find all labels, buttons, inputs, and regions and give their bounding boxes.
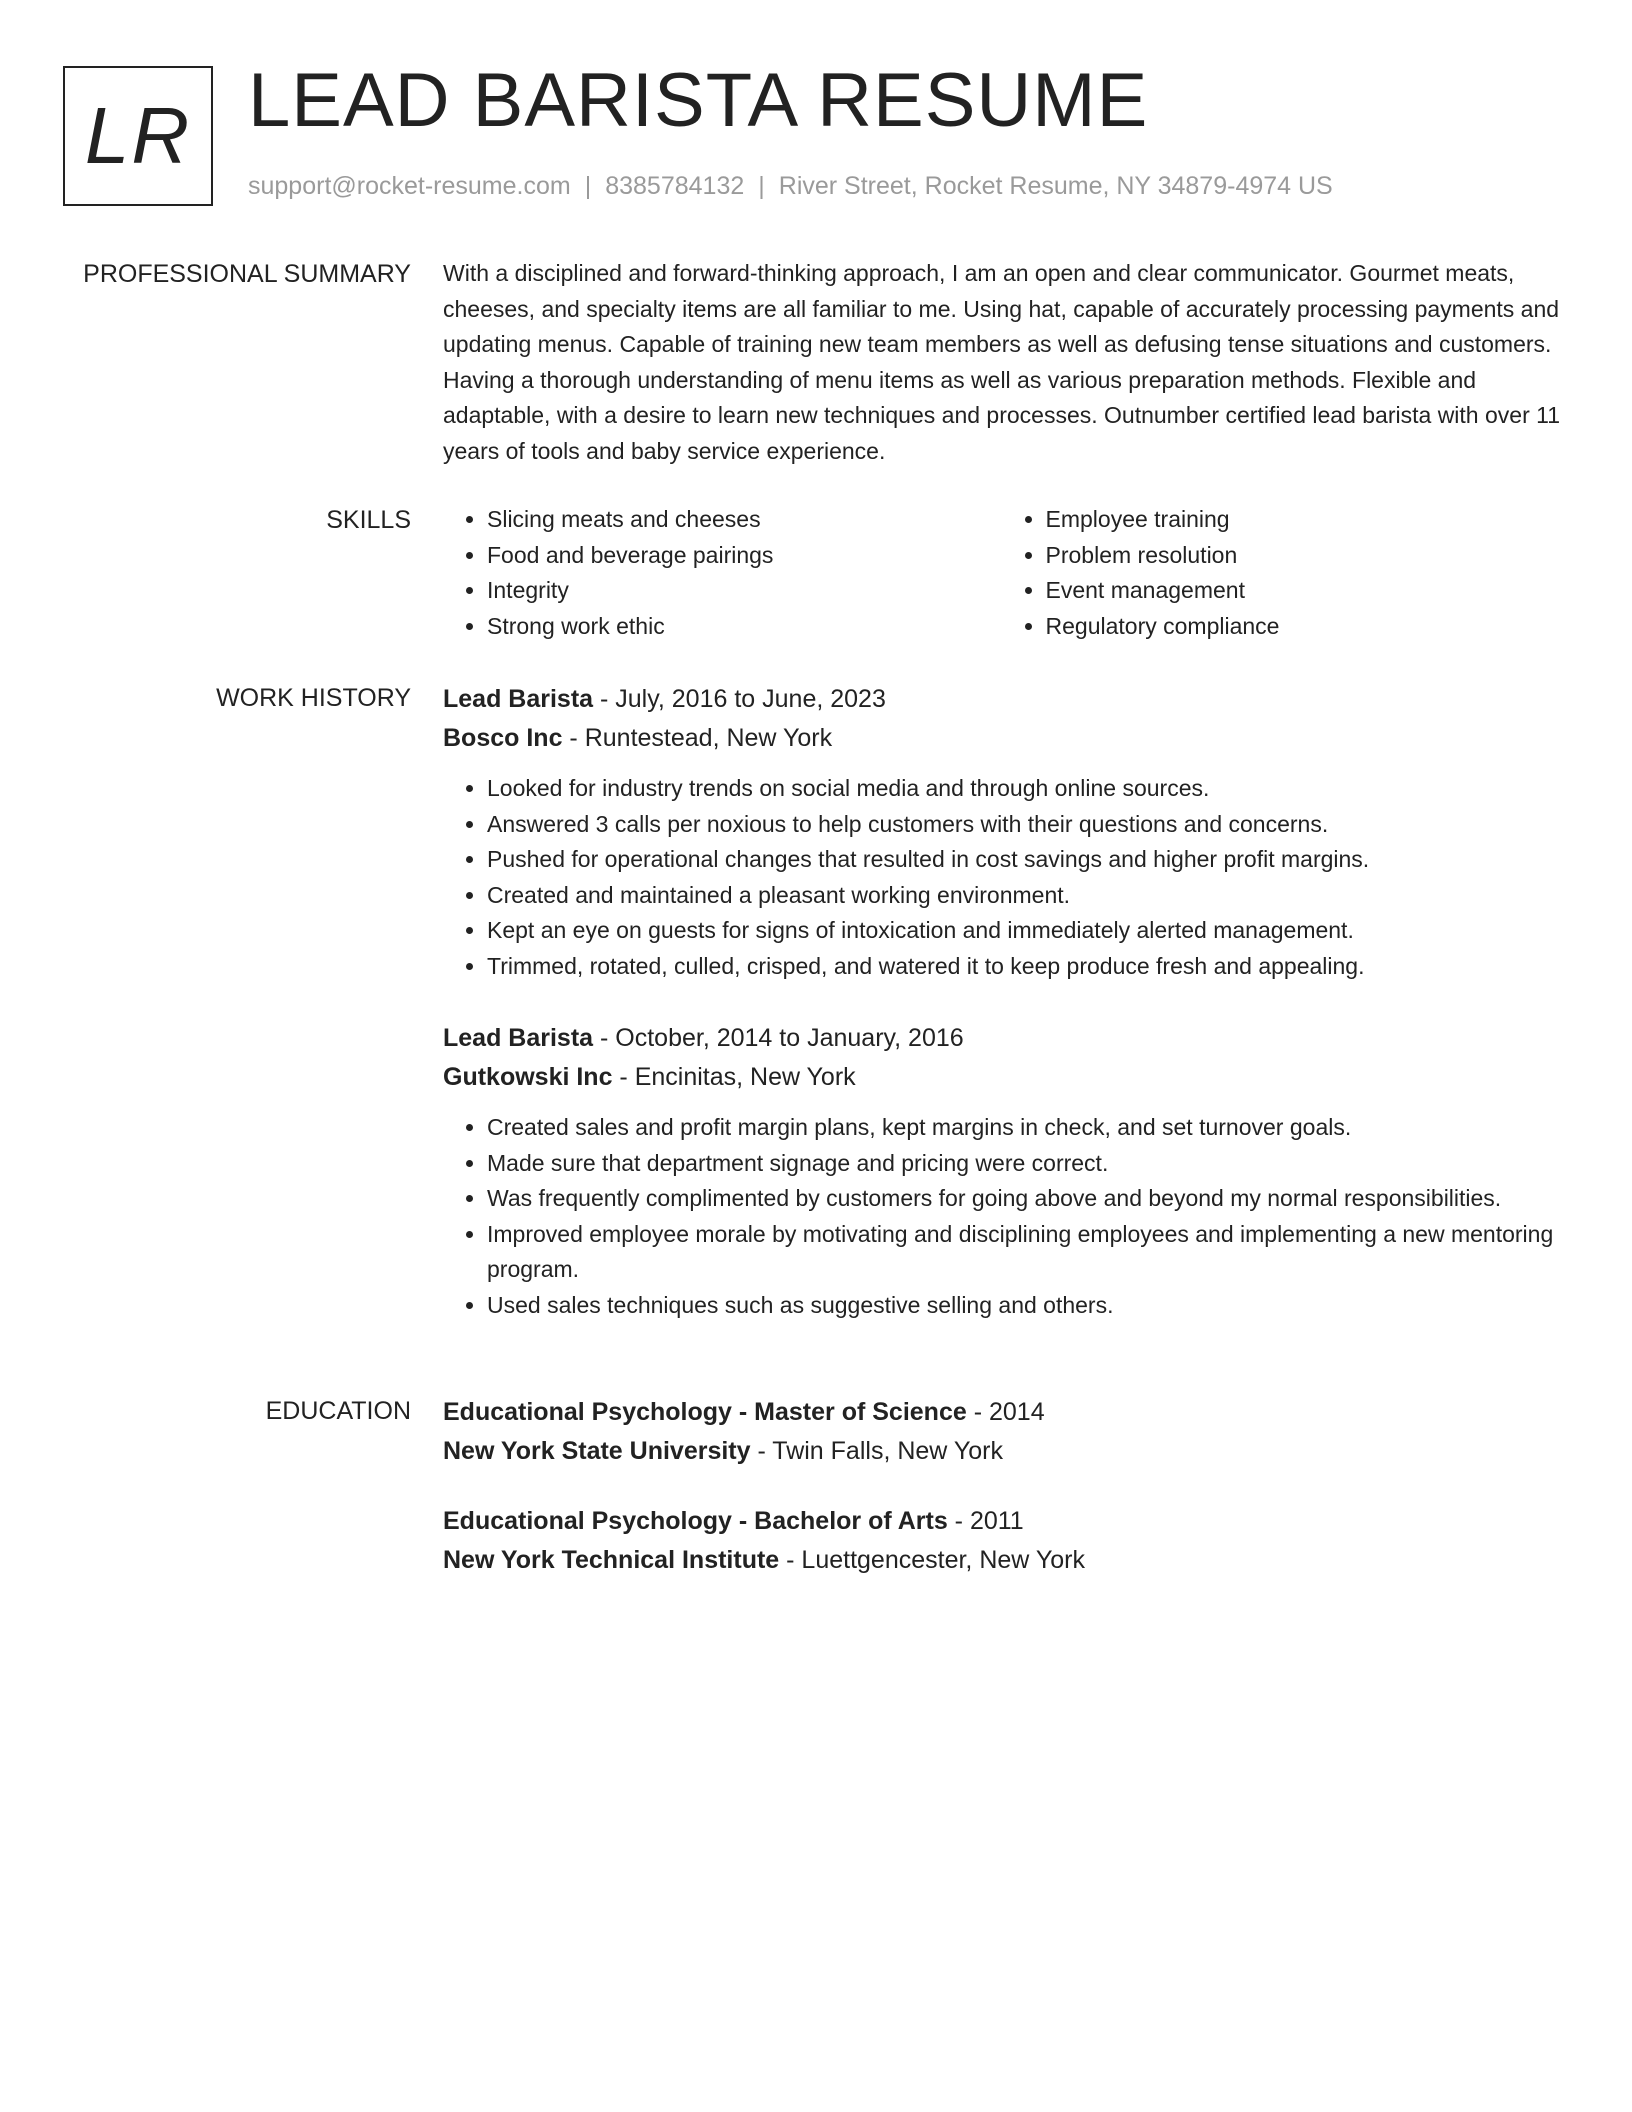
skill-item: • Event management [1046, 573, 1561, 609]
skills-list [443, 502, 1560, 644]
education-entry [443, 1393, 1560, 1471]
job-duty: • Made sure that department signage and pricing were correct. [487, 1146, 1560, 1182]
skills-column-right [1002, 502, 1561, 644]
job-entry [443, 1019, 1560, 1324]
education-school-line [443, 1541, 1560, 1580]
skill-item: • Slicing meats and cheeses [487, 502, 1002, 538]
job-title-line [443, 1019, 1560, 1058]
contact-phone[interactable]: 8385784132 [605, 172, 745, 200]
job-duties [443, 1110, 1560, 1324]
education-degree-line [443, 1393, 1560, 1432]
job-title: Lead Barista [443, 685, 594, 713]
education-year: - 2014 [966, 1398, 1045, 1426]
summary-text: With a disciplined and forward-thinking approach, I am an open and clear communicator. Gourmet meats, cheeses, and specialty items are all familiar to me. Using hat, capable of accurately processing payments and updating menus. Capable of training new team members as well as defusing tense situations and customers. Having a thorough understanding of menu items as well as various preparation methods. Flexible and adaptable, with a desire to learn new techniques and processes. Outnumber certified lead barista with over 11 years of tools and baby service experience. [443, 260, 1560, 464]
job-duty: • Used sales techniques such as suggestive selling and others. [487, 1288, 1560, 1324]
skill-item: • Strong work ethic [487, 609, 1002, 645]
contact-separator: | [584, 172, 592, 200]
summary-label: PROFESSIONAL SUMMARY [83, 260, 411, 288]
skill-item: • Employee training [1046, 502, 1561, 538]
job-duty: • Improved employee morale by motivating and disciplining employees and implementing a new mentoring program. [487, 1217, 1560, 1288]
job-title-line [443, 680, 1560, 719]
education-label: EDUCATION [265, 1397, 411, 1425]
skills-column-left [443, 502, 1002, 644]
job-duty: • Answered 3 calls per noxious to help customers with their questions and concerns. [487, 807, 1560, 843]
job-title: Lead Barista [443, 1024, 594, 1052]
education-degree: Educational Psychology - Master of Science [443, 1398, 967, 1426]
skills-label: SKILLS [326, 506, 411, 534]
skill-item: • Problem resolution [1046, 538, 1561, 574]
resume-title: LEAD BARISTA RESUME [248, 58, 1149, 143]
education-degree-line [443, 1502, 1560, 1541]
job-company-line [443, 1058, 1560, 1097]
job-duty: • Created and maintained a pleasant working environment. [487, 878, 1560, 914]
job-duties [443, 771, 1560, 985]
job-duty: • Kept an eye on guests for signs of intoxication and immediately alerted management. [487, 913, 1560, 949]
job-company-line [443, 719, 1560, 758]
job-duty: • Pushed for operational changes that resulted in cost savings and higher profit margins. [487, 842, 1560, 878]
job-entry [443, 680, 1560, 985]
summary-body [443, 256, 1560, 470]
skill-item: • Food and beverage pairings [487, 538, 1002, 574]
job-dates: - July, 2016 to June, 2023 [593, 685, 886, 713]
job-duty: • Trimmed, rotated, culled, crisped, and watered it to keep produce fresh and appealing. [487, 949, 1560, 985]
job-company: Gutkowski Inc [443, 1063, 613, 1091]
job-duty: • Looked for industry trends on social media and through online sources. [487, 771, 1560, 807]
skill-item: • Regulatory compliance [1046, 609, 1561, 645]
contact-line [248, 172, 1333, 201]
job-duty: • Was frequently complimented by customers for going above and beyond my normal responsibilities. [487, 1181, 1560, 1217]
education-degree: Educational Psychology - Bachelor of Arts [443, 1507, 948, 1535]
education-school: New York State University [443, 1437, 751, 1465]
job-duty: • Created sales and profit margin plans, kept margins in check, and set turnover goals. [487, 1110, 1560, 1146]
job-dates: - October, 2014 to January, 2016 [593, 1024, 964, 1052]
education-location: - Luettgencester, New York [779, 1546, 1085, 1574]
job-location: - Runtestead, New York [562, 724, 833, 752]
contact-email[interactable]: support@rocket-resume.com [248, 172, 571, 200]
education-school: New York Technical Institute [443, 1546, 780, 1574]
skill-item: • Integrity [487, 573, 1002, 609]
job-location: - Encinitas, New York [612, 1063, 856, 1091]
education-year: - 2011 [947, 1507, 1024, 1535]
contact-address: River Street, Rocket Resume, NY 34879-4974 US [778, 172, 1333, 200]
education-school-line [443, 1432, 1560, 1471]
work-history-label: WORK HISTORY [216, 684, 411, 712]
contact-separator: | [758, 172, 765, 200]
job-company: Bosco Inc [443, 724, 563, 752]
education-entry [443, 1502, 1560, 1580]
monogram-logo: LR [63, 66, 213, 206]
education-location: - Twin Falls, New York [750, 1437, 1003, 1465]
